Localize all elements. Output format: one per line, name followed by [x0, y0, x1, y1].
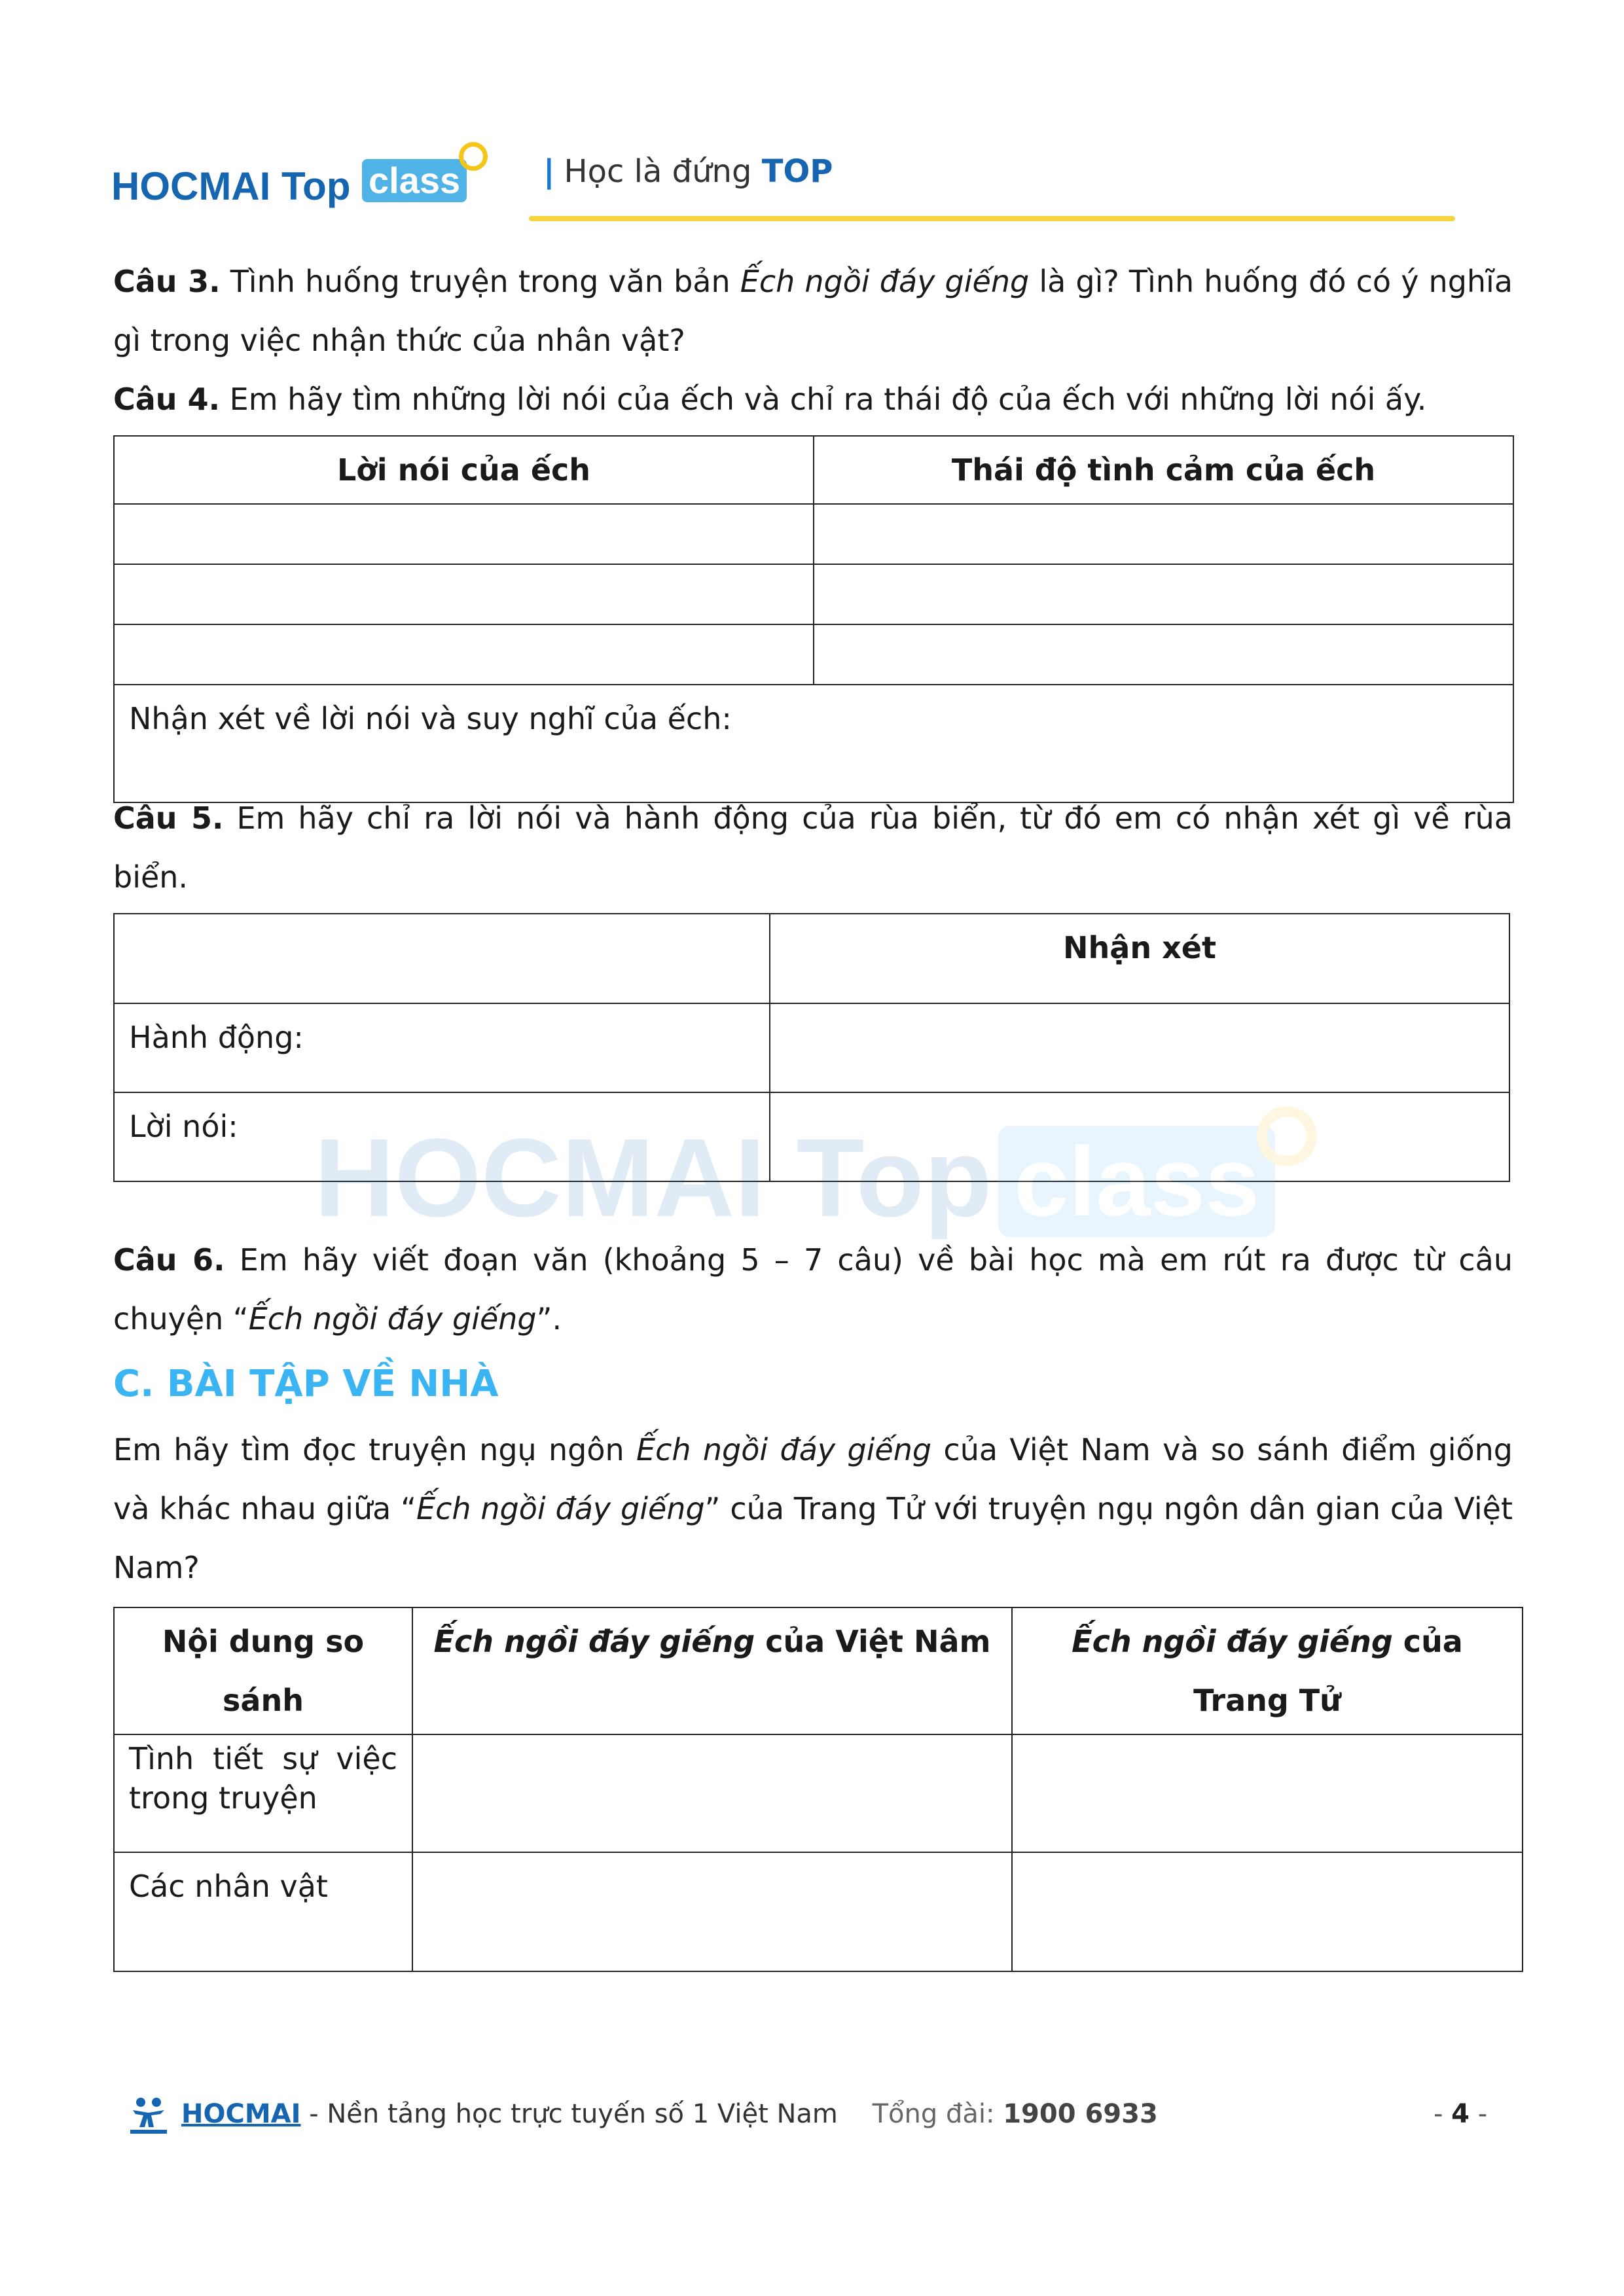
- q3-text-a: Tình huống truyện trong văn bản: [220, 264, 740, 299]
- section-c-text-a: Em hãy tìm đọc truyện ngụ ngôn: [113, 1432, 637, 1467]
- q3-italic: Ếch ngồi đáy giếng: [740, 264, 1030, 299]
- q6-label: Câu 6.: [113, 1242, 225, 1278]
- comparison-row-details: Tình tiết sự việc trong truyện: [114, 1734, 412, 1852]
- frog-table-header-speech: Lời nói của ếch: [114, 436, 814, 504]
- table-cell[interactable]: [412, 1852, 1012, 1971]
- table-cell[interactable]: [412, 1734, 1012, 1852]
- turtle-row-speech: Lời nói:: [114, 1092, 770, 1181]
- question-5: [113, 789, 1513, 906]
- footer: [128, 2091, 1158, 2137]
- comparison-header-trangtu-rest: của Trang Tử: [1193, 1624, 1463, 1718]
- page-number-suffix: -: [1470, 2099, 1488, 2129]
- tagline-top: TOP: [761, 153, 833, 190]
- header-divider: [529, 216, 1455, 221]
- gear-icon: [459, 142, 488, 171]
- logo-text: HOCMAI Top: [111, 164, 351, 208]
- table-cell[interactable]: [1012, 1734, 1523, 1852]
- section-c-italic-b: Ếch ngồi đáy giếng: [416, 1491, 705, 1526]
- page-number-value: 4: [1451, 2099, 1470, 2129]
- comparison-header-trangtu: [1012, 1607, 1523, 1734]
- footer-hotline-number: 1900 6933: [1003, 2099, 1158, 2129]
- table-cell[interactable]: [814, 624, 1513, 685]
- frog-table-header-attitude: Thái độ tình cảm của ếch: [814, 436, 1513, 504]
- q4-label: Câu 4.: [113, 382, 221, 417]
- table-cell[interactable]: [770, 1003, 1509, 1092]
- question-4: [113, 370, 1513, 429]
- watermark-text: HOCMAI Top: [314, 1116, 992, 1240]
- table-cell[interactable]: [1012, 1852, 1523, 1971]
- section-c-text-c: ” của Trang Tử với truyện ngụ ngôn dân gian của Việt Nam?: [113, 1491, 1513, 1585]
- question-6: [113, 1230, 1513, 1348]
- footer-text: - Nền tảng học trực tuyến số 1 Việt Nam: [300, 2099, 838, 2129]
- comparison-header-vietnam-italic: Ếch ngồi đáy giếng: [433, 1624, 755, 1659]
- frog-comment-cell[interactable]: Nhận xét về lời nói và suy nghĩ của ếch:: [114, 685, 1513, 802]
- section-c-text-b: của Việt Nam và so sánh điểm giống và khác nhau giữa “: [113, 1432, 1513, 1526]
- logo-class-badge: class: [362, 159, 467, 202]
- table-cell[interactable]: [814, 504, 1513, 564]
- turtle-table-header-empty: [114, 914, 770, 1003]
- q4-text: Em hãy tìm những lời nói của ếch và chỉ ra thái độ của ếch với những lời nói ấy.: [220, 382, 1427, 417]
- q5-label: Câu 5.: [113, 800, 224, 836]
- turtle-row-action: Hành động:: [114, 1003, 770, 1092]
- q5-text: Em hãy chỉ ra lời nói và hành động của rùa biển, từ đó em có nhận xét gì về rùa biển.: [113, 800, 1513, 895]
- page-number: [1434, 2091, 1487, 2137]
- section-c-text: [113, 1420, 1513, 1597]
- tagline: [543, 145, 833, 198]
- q3-label: Câu 3.: [113, 264, 221, 299]
- turtle-table-header-comment: Nhận xét: [770, 914, 1509, 1003]
- footer-brand-link[interactable]: HOCMAI: [181, 2099, 301, 2129]
- footer-hotline: [873, 2099, 1158, 2129]
- section-c-title: C. BÀI TẬP VỀ NHÀ: [113, 1363, 499, 1405]
- table-cell[interactable]: [814, 564, 1513, 624]
- comparison-table: [113, 1607, 1523, 1972]
- comparison-row-characters: Các nhân vật: [114, 1852, 412, 1971]
- section-c-italic-a: Ếch ngồi đáy giếng: [636, 1432, 932, 1467]
- page-number-prefix: -: [1434, 2099, 1452, 2129]
- q3-text-b: là gì? Tình huống đó có ý nghĩa gì trong việc nhận thức của nhân vật?: [113, 264, 1513, 358]
- hocmai-small-logo-icon: [128, 2096, 170, 2135]
- comparison-header-trangtu-italic: Ếch ngồi đáy giếng: [1072, 1624, 1393, 1659]
- frog-speech-table: [113, 435, 1514, 803]
- watermark-class: class: [998, 1126, 1275, 1237]
- table-cell[interactable]: [114, 564, 814, 624]
- gear-icon: [1257, 1106, 1317, 1166]
- tagline-text: Học là đứng: [564, 153, 752, 190]
- table-cell[interactable]: [114, 504, 814, 564]
- q6-text-a: Em hãy viết đoạn văn (khoảng 5 – 7 câu) về bài học mà em rút ra được từ câu chuyện “: [113, 1242, 1513, 1336]
- table-cell[interactable]: [114, 624, 814, 685]
- hocmai-topclass-logo: [111, 141, 504, 213]
- question-3: [113, 252, 1513, 370]
- comparison-header-vietnam: [412, 1607, 1012, 1734]
- footer-hotline-label: Tổng đài:: [872, 2099, 1003, 2129]
- q6-italic: Ếch ngồi đáy giếng: [248, 1301, 537, 1336]
- comparison-header-content: Nội dung so sánh: [114, 1607, 412, 1734]
- tagline-bar: |: [543, 153, 555, 190]
- q6-text-b: ”.: [536, 1301, 562, 1336]
- comparison-header-vietnam-rest: của Việt Nâm: [755, 1624, 991, 1659]
